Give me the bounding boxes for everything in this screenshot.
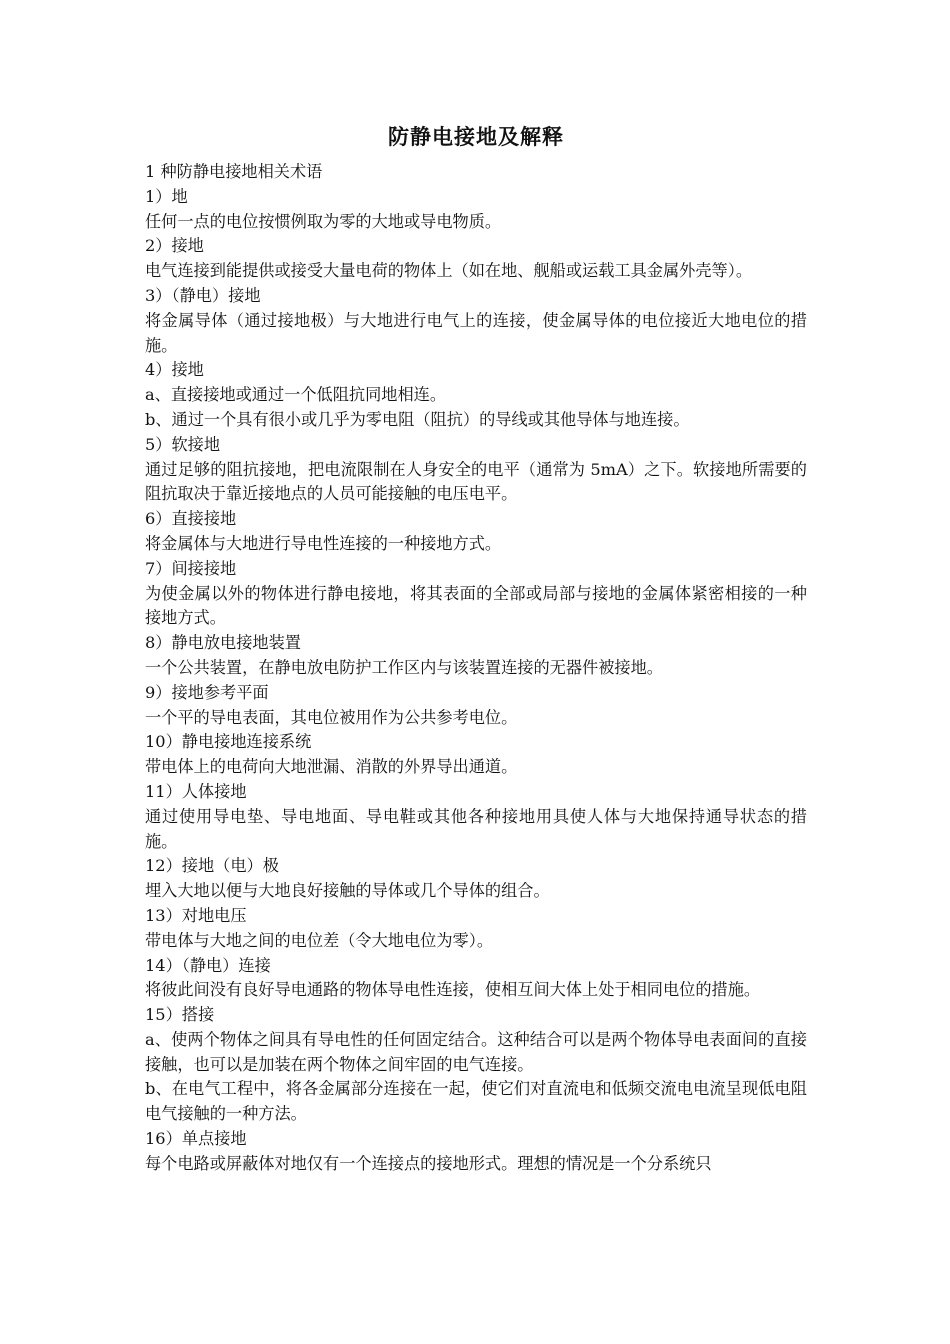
- term-definition: 将金属导体（通过接地极）与大地进行电气上的连接，使金属导体的电位接近大地电位的措施。: [145, 310, 807, 355]
- term-definition: 将彼此间没有良好导电通路的物体导电性连接，使相互间大体上处于相同电位的措施。: [145, 980, 761, 1000]
- term-definition: 一个平的导电表面，其电位被用作为公共参考电位。: [145, 707, 518, 727]
- term-definition: 将金属体与大地进行导电性连接的一种接地方式。: [145, 533, 502, 553]
- document-title: 防静电接地及解释: [388, 124, 564, 149]
- term-heading: 10）静电接地连接系统: [145, 732, 312, 752]
- term-definition: 为使金属以外的物体进行静电接地，将其表面的全部或局部与接地的金属体紧密相接的一种接地方式。: [145, 583, 807, 628]
- term-heading: 16）单点接地: [145, 1129, 247, 1149]
- term-heading: 15）搭接: [145, 1005, 215, 1025]
- term-definition: 每个电路或屏蔽体对地仅有一个连接点的接地形式。理想的情况是一个分系统只: [145, 1153, 712, 1173]
- term-heading: 12）接地（电）极: [145, 856, 279, 876]
- term-heading: 11）人体接地: [145, 781, 247, 801]
- term-heading: 13）对地电压: [145, 905, 247, 925]
- term-heading: 7）间接接地: [145, 558, 237, 578]
- term-definition: 一个公共装置，在静电放电防护工作区内与该装置连接的无器件被接地。: [145, 657, 663, 677]
- term-definition: 任何一点的电位按惯例取为零的大地或导电物质。: [145, 211, 502, 231]
- term-definition: a、直接接地或通过一个低阻抗同地相连。: [145, 385, 447, 405]
- term-definition: 带电体上的电荷向大地泄漏、消散的外界导出通道。: [145, 757, 518, 777]
- term-heading: 1）地: [145, 186, 188, 206]
- term-heading: 6）直接接地: [145, 509, 237, 529]
- term-heading: 5）软接地: [145, 434, 221, 454]
- term-definition: b、在电气工程中，将各金属部分连接在一起，使它们对直流电和低频交流电电流呈现低电阻电气接触的一种方法。: [145, 1079, 807, 1124]
- term-heading: 4）接地: [145, 360, 204, 380]
- term-definition: 通过足够的阻抗接地，把电流限制在人身安全的电平（通常为 5mA）之下。软接地所需要的阻抗取决于靠近接地点的人员可能接触的电压电平。: [145, 459, 807, 504]
- term-definition: 带电体与大地之间的电位差（令大地电位为零）。: [145, 930, 494, 950]
- term-heading: 3）（静电）接地: [145, 285, 261, 305]
- term-heading: 2）接地: [145, 236, 204, 256]
- term-definition: b、通过一个具有很小或几乎为零电阻（阻抗）的导线或其他导体与地连接。: [145, 409, 690, 429]
- term-heading: 9）接地参考平面: [145, 682, 269, 702]
- term-definition: 电气连接到能提供或接受大量电荷的物体上（如在地、舰船或运载工具金属外壳等）。: [145, 261, 753, 281]
- term-definition: 埋入大地以便与大地良好接触的导体或几个导体的组合。: [145, 881, 550, 901]
- term-definition: a、使两个物体之间具有导电性的任何固定结合。这种结合可以是两个物体导电表面间的直接接触，也可以是加装在两个物体之间牢固的电气连接。: [145, 1029, 807, 1074]
- term-heading: 8）静电放电接地装置: [145, 633, 301, 653]
- document-body: [145, 118, 807, 1177]
- term-definition: 通过使用导电垫、导电地面、导电鞋或其他各种接地用具使人体与大地保持通导状态的措施。: [145, 806, 807, 851]
- section-heading: 1 种防静电接地相关术语: [145, 162, 323, 181]
- term-heading: 14）（静电）连接: [145, 955, 271, 975]
